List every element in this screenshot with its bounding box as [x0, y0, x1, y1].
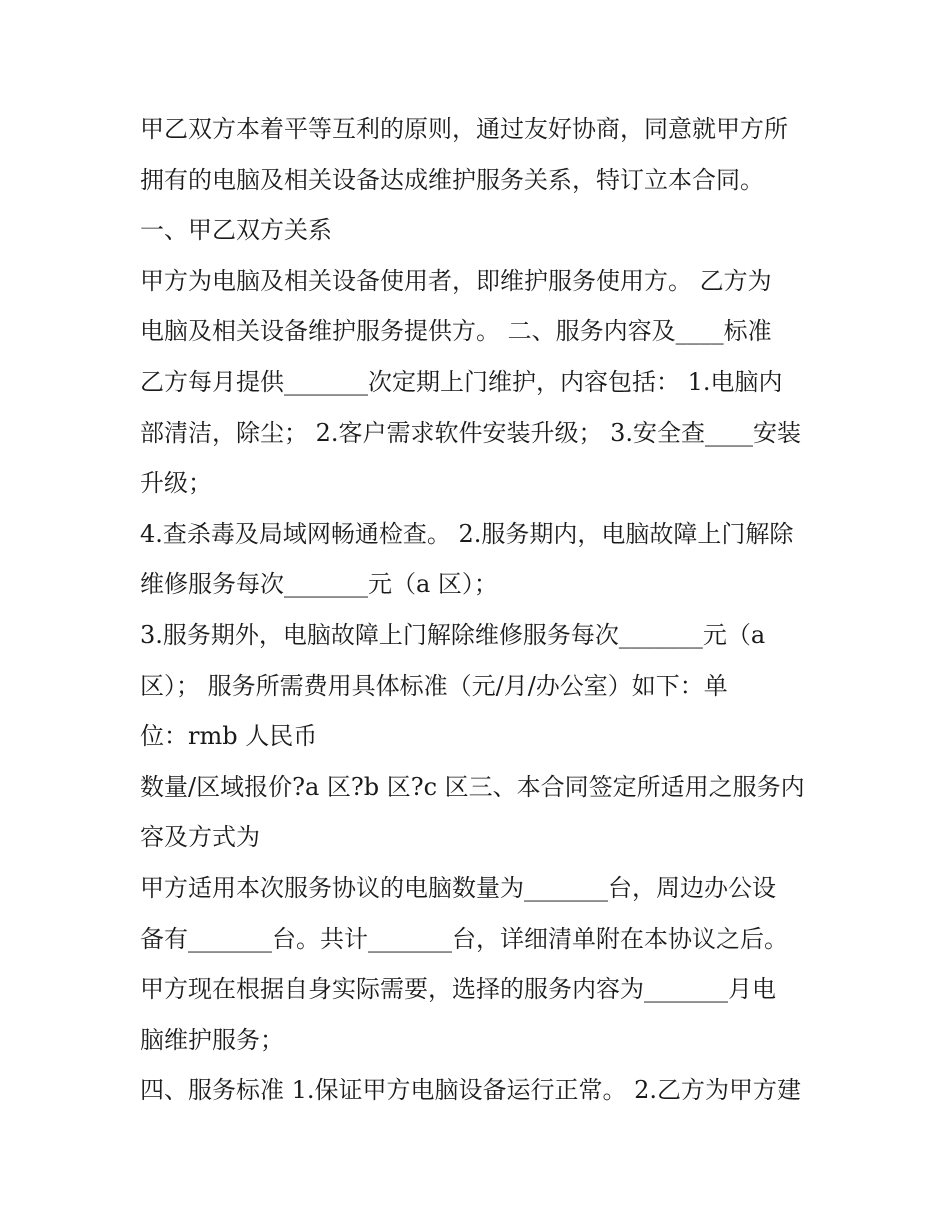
text-line: 部清洁，除尘； 2.客户需求软件安装升级； 3.安全查____安装 [140, 418, 802, 447]
text-line: 升级； [140, 469, 212, 498]
text-line: 电脑及相关设备维护服务提供方。 二、服务内容及____标准 [140, 317, 772, 346]
text-line: 四、服务标准 1.保证甲方电脑设备运行正常。 2.乙方为甲方建 [140, 1076, 802, 1105]
text-line: 3.服务期外，电脑故障上门解除维修服务每次_______元（a [140, 620, 766, 649]
text-line: 位：rmb 人民币 [140, 722, 318, 751]
text-line: 备有_______台。共计_______台，详细清单附在本协议之后。 [140, 924, 788, 953]
text-line: 甲方为电脑及相关设备使用者，即维护服务使用方。 乙方为 [140, 266, 772, 295]
text-line: 4.查杀毒及局域网畅通检查。 2.服务期内，电脑故障上门解除 [140, 519, 794, 548]
text-line: 脑维护服务； [140, 1025, 284, 1054]
text-line: 容及方式为 [140, 823, 260, 852]
contract-body-text [140, 104, 820, 1116]
text-line: 乙方每月提供_______次定期上门维护，内容包括： 1.电脑内 [140, 367, 783, 396]
text-line: 甲方适用本次服务协议的电脑数量为_______台，周边办公设 [140, 873, 776, 902]
text-line: 甲乙双方本着平等互利的原则，通过友好协商，同意就甲方所 [140, 115, 788, 143]
text-line: 甲方现在根据自身实际需要，选择的服务内容为_______月电 [140, 975, 776, 1004]
text-line: 数量/区域报价?a 区?b 区?c 区三、本合同签定所适用之服务内 [140, 772, 805, 801]
text-line: 维修服务每次_______元（a 区）； [140, 570, 498, 599]
text-line: 拥有的电脑及相关设备达成维护服务关系，特订立本合同。 [140, 165, 764, 194]
section-heading: 一、甲乙双方关系 [140, 216, 332, 245]
text-line: 区）； 服务所需费用具体标准（元/月/办公室）如下：单 [140, 671, 728, 700]
